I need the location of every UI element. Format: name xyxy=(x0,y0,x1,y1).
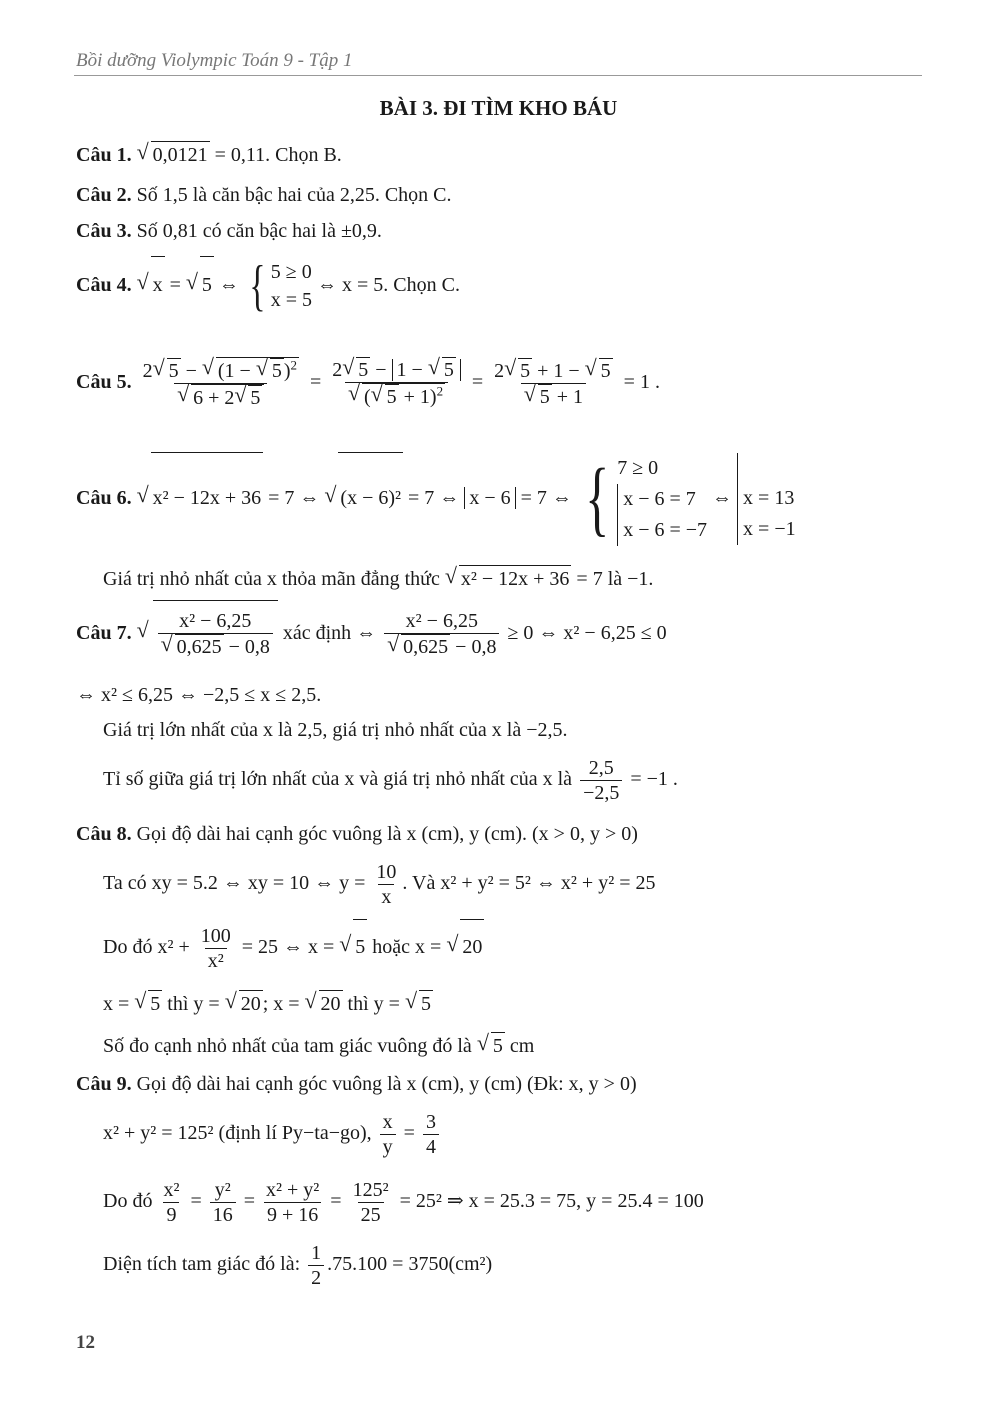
q5-f2-den-a: ( xyxy=(363,386,371,409)
q5-f1-num-d: (1 − xyxy=(217,359,256,382)
q5-f3-sqrt-a xyxy=(504,358,532,383)
q6-sqrt-1 xyxy=(137,452,264,543)
q6-note-b: = 7 là −1. xyxy=(571,568,654,590)
q8-line-5 xyxy=(103,1032,534,1059)
q8-l4-r1: 5 xyxy=(148,990,162,1017)
q2-label: Câu 2. xyxy=(76,184,132,206)
q9-l3-d1: 9 xyxy=(163,1202,179,1227)
q8-l3-c: hoặc x = xyxy=(367,936,447,958)
q9-l4-den: 2 xyxy=(308,1265,324,1290)
q4-sqrt-rhs xyxy=(186,256,214,313)
q1-radicand: 0,0121 xyxy=(151,141,210,168)
q8-label: Câu 8. xyxy=(76,823,132,845)
q5-label: Câu 5. xyxy=(76,371,132,393)
q7-den-rad-2: 0,625 xyxy=(403,636,449,659)
q9-l3-n3: x² + y² xyxy=(266,1178,320,1201)
q7-num-2: x² − 6,25 xyxy=(405,610,478,633)
q6-note-a: Giá trị nhỏ nhất của x thỏa mãn đẳng thức xyxy=(103,568,445,590)
q8-l4-sqrt-3 xyxy=(305,990,343,1017)
q9-line-3 xyxy=(103,1174,704,1228)
q8-l2-a: Ta có xy = 5.2 ⇔ xy = 10 ⇔ y = xyxy=(103,872,371,894)
q7-l4-text: Tỉ số giữa giá trị lớn nhất của x và giá trị nhỏ nhất của x là xyxy=(103,768,578,790)
q9-l2-n2: 3 xyxy=(425,1110,436,1133)
q8-l4-b: thì y = xyxy=(162,993,225,1015)
q5-f1-den-b: 5 xyxy=(250,386,261,409)
q4-sqrt-lhs xyxy=(137,256,165,313)
q9-l3-n4: 125² xyxy=(352,1178,389,1201)
q6-result-bracket xyxy=(737,453,796,545)
question-7 xyxy=(76,600,667,665)
q1-rest: = 0,11. Chọn B. xyxy=(209,144,342,166)
q6-rad2: (x − 6)² xyxy=(338,452,403,543)
q7-mid: xác định ⇔ xyxy=(277,622,382,644)
q8-text: Gọi độ dài hai cạnh góc vuông là x (cm), y (cm). (x > 0, y > 0) xyxy=(131,823,638,845)
q4-sys-2: x = 5 xyxy=(270,289,313,312)
q6-note-sqrt xyxy=(445,565,572,592)
q8-l2-num: 10 xyxy=(376,860,397,883)
q2-text: Số 1,5 là căn bậc hai của 2,25. Chọn C. xyxy=(131,184,452,206)
question-1 xyxy=(76,141,342,168)
question-4 xyxy=(76,255,460,318)
q9-l3-fraction-2 xyxy=(210,1178,236,1227)
q5-f1-sqrt-b: √ (1 − √ 5 )$^2$ xyxy=(202,357,299,383)
q8-l4-sqrt-2 xyxy=(225,990,263,1017)
q6-p3: = 7 ⇔ xyxy=(515,487,572,509)
q9-l3-fraction-3 xyxy=(263,1178,322,1227)
q7-l4-den: −2,5 xyxy=(580,780,622,805)
q6-result-2: x = −1 xyxy=(743,518,796,541)
q3-text: Số 0,81 có căn bậc hai là ±0,9. xyxy=(131,220,382,242)
q8-l3-den: x² xyxy=(205,948,227,973)
q7-den-sqrt-2 xyxy=(387,634,450,659)
q6-result-1: x = 13 xyxy=(743,487,795,510)
q5-f3-den-a: 5 xyxy=(539,385,550,408)
q9-l2-fraction-2 xyxy=(423,1110,439,1159)
q9-l3-eq-2: = xyxy=(238,1190,261,1212)
question-9 xyxy=(76,1071,637,1097)
q5-f1-num-c: − xyxy=(180,359,202,382)
q5-f1-sqrt-a xyxy=(153,358,181,383)
q5-f3-den-sqrt xyxy=(524,384,552,409)
q9-l3-b: = 25² ⇒ x = 25.3 = 75, y = 25.4 = 100 xyxy=(394,1190,704,1212)
q9-l3-a: Do đó xyxy=(103,1190,158,1212)
q5-f2-den-c: + 1) xyxy=(398,386,437,409)
q9-l3-d3: 9 + 16 xyxy=(264,1202,321,1227)
q5-f2-num-e: 5 xyxy=(443,359,454,382)
q9-l2-d2: 4 xyxy=(423,1134,439,1159)
q6-sqrt-2 xyxy=(324,452,403,543)
q8-l4-r3: 20 xyxy=(319,990,343,1017)
q8-l4-sqrt-1 xyxy=(134,990,162,1017)
q5-f3-num-d: 5 xyxy=(600,359,611,382)
q8-l5-b: cm xyxy=(504,1035,535,1057)
q6-p1: = 7 ⇔ xyxy=(263,487,320,509)
q5-f1-num-b: 5 xyxy=(168,359,179,382)
q8-l3-num: 100 xyxy=(200,924,231,947)
q5-f3-num-a: 2 xyxy=(494,359,505,382)
q6-p4: ⇔ xyxy=(707,487,733,509)
q8-l2-den: x xyxy=(378,884,394,909)
q9-l2-fraction-1 xyxy=(380,1110,396,1159)
q8-l3-sqrt-2 xyxy=(446,919,484,974)
q6-brace-symbol: { xyxy=(584,452,610,546)
question-6 xyxy=(76,452,796,546)
q6-sys-2: x − 6 = 7 xyxy=(623,487,696,510)
q7-fraction-2 xyxy=(384,609,499,659)
q5-f2-sqrt-a xyxy=(342,357,370,382)
q7-num-1: √ x² − 6,25 xyxy=(179,610,252,633)
q9-l2-eq: = xyxy=(398,1122,420,1144)
q7-outer-sqrt xyxy=(137,600,278,665)
q6-sys-1: 7 ≥ 0 xyxy=(617,456,659,479)
q6-p2: = 7 ⇔ xyxy=(403,487,460,509)
q4-lhs: x xyxy=(151,256,165,313)
q9-line-4 xyxy=(103,1237,492,1291)
q6-sys-3: x − 6 = −7 xyxy=(623,518,708,541)
q5-f2-den-sqrt: √ (√ 5 + 1)$^2$ xyxy=(348,383,445,409)
q8-l3-sqrt-1 xyxy=(339,919,367,974)
q8-l4-sqrt-4 xyxy=(405,990,433,1017)
q9-l4-num: 1 xyxy=(311,1241,322,1264)
question-5 xyxy=(76,332,660,432)
q4-sys-1: 5 ≥ 0 xyxy=(270,261,312,284)
q5-f3-sqrt-b xyxy=(585,358,613,383)
q9-l3-n1: x² xyxy=(163,1178,180,1201)
q6-system xyxy=(577,453,707,546)
q1-label: Câu 1. xyxy=(76,144,132,166)
q5-f3-num-c: + 1 − xyxy=(532,359,585,382)
q3-label: Câu 3. xyxy=(76,220,132,242)
q1-sqrt xyxy=(137,141,210,168)
q5-f1-num-a: 2 xyxy=(142,359,153,382)
q6-note-rad: x² − 12x + 36 xyxy=(459,565,572,592)
q8-line-2 xyxy=(103,856,655,910)
section-title: BÀI 3. ĐI TÌM KHO BÁU xyxy=(379,96,618,120)
q9-l3-d2: 16 xyxy=(210,1202,236,1227)
q8-l3-r1: 5 xyxy=(353,919,367,974)
q8-l3-fraction xyxy=(198,924,234,973)
q5-eq-1: = xyxy=(304,371,327,393)
q9-l3-fraction-4 xyxy=(350,1178,392,1227)
header-rule xyxy=(74,75,922,76)
q9-label: Câu 9. xyxy=(76,1073,132,1095)
q4-eq: = xyxy=(164,274,186,296)
q4-rhs: 5 xyxy=(200,256,214,313)
q8-l2-b: . Và x² + y² = 5² ⇔ x² + y² = 25 xyxy=(402,872,656,894)
q4-system xyxy=(244,255,313,318)
q7-den-sqrt-1 xyxy=(161,634,224,659)
q4-rest: ⇔ x = 5. Chọn C. xyxy=(312,274,460,296)
q4-brace-symbol: { xyxy=(249,255,266,318)
q6-note xyxy=(103,565,653,592)
q5-fraction-2 xyxy=(329,357,464,409)
q4-label: Câu 4. xyxy=(76,274,132,296)
q9-l3-d4: 25 xyxy=(358,1202,384,1227)
q8-l3-r2: 20 xyxy=(460,919,484,974)
question-3 xyxy=(76,218,382,244)
q8-l3-a: Do đó x² + xyxy=(103,936,195,958)
q9-l4-a: Diện tích tam giác đó là: xyxy=(103,1253,306,1275)
q5-f1-num-e: 5 xyxy=(271,359,282,382)
q5-f1-den-a: 6 + 2 xyxy=(193,386,235,409)
q5-result: = 1 . xyxy=(618,371,660,393)
q9-line-2 xyxy=(103,1106,442,1160)
q5-f1-sqrt-c xyxy=(256,358,284,383)
question-2 xyxy=(76,182,452,208)
q5-f1-den-sqrt xyxy=(177,384,264,410)
q6-abs: x − 6 xyxy=(464,487,515,509)
q5-f2-num-d: 1 − xyxy=(396,359,428,382)
q6-label: Câu 6. xyxy=(76,487,132,509)
q9-l3-eq-1: = xyxy=(185,1190,207,1212)
q5-f2-den-b: 5 xyxy=(386,386,397,409)
q8-l5-a: Số đo cạnh nhỏ nhất của tam giác vuông đó là xyxy=(103,1035,477,1057)
q7-fraction-1 xyxy=(158,609,273,659)
q5-f2-num-c: − xyxy=(370,359,392,382)
q9-l3-eq-3: = xyxy=(325,1190,347,1212)
q9-l3-n2: y² xyxy=(214,1178,231,1201)
q7-den-rest-2: − 0,8 xyxy=(450,636,497,659)
q8-l5-r: 5 xyxy=(491,1032,505,1059)
q7-line-2: ⇔ x² ≤ 6,25 ⇔ −2,5 ≤ x ≤ 2,5. xyxy=(76,684,322,706)
question-8 xyxy=(76,821,638,847)
running-header: Bồi dưỡng Violympic Toán 9 - Tập 1 xyxy=(76,50,353,71)
q7-label: Câu 7. xyxy=(76,622,132,644)
q9-l2-a: x² + y² = 125² (định lí Py−ta−go), xyxy=(103,1122,377,1144)
q7-rest: ≥ 0 ⇔ x² − 6,25 ≤ 0 xyxy=(502,622,667,644)
q9-l2-d1: y xyxy=(380,1134,396,1159)
q5-fraction-3 xyxy=(491,358,616,409)
q5-f1-den-inner-sqrt xyxy=(234,385,262,410)
q8-l4-r4: 5 xyxy=(419,990,433,1017)
q7-l4-fraction xyxy=(580,756,622,805)
q5-fraction-1 xyxy=(140,357,302,410)
q9-text: Gọi độ dài hai cạnh góc vuông là x (cm), y (cm) (Đk: x, y > 0) xyxy=(131,1073,637,1095)
q8-line-4 xyxy=(103,990,433,1017)
q6-rad1: x² − 12x + 36 xyxy=(151,452,264,543)
q8-l4-r2: 20 xyxy=(239,990,263,1017)
q9-l2-n1: x xyxy=(382,1110,393,1133)
q7-den-rest-1: − 0,8 xyxy=(223,636,270,659)
q8-l4-d: thì y = xyxy=(342,993,405,1015)
q7-den-rad-1: 0,625 xyxy=(176,636,222,659)
q5-f3-num-b: 5 xyxy=(520,359,531,382)
q9-l4-b: .75.100 = 3750(cm²) xyxy=(327,1253,493,1275)
q5-f1-num-f: ) xyxy=(283,359,291,382)
q5-f2-num-a: 2 xyxy=(332,359,343,382)
q9-l3-fraction-1 xyxy=(160,1178,182,1227)
q5-f3-den-b: + 1 xyxy=(551,385,584,408)
q8-l5-sqrt xyxy=(477,1032,505,1059)
q9-l4-fraction xyxy=(308,1241,324,1290)
q4-arrow: ⇔ xyxy=(213,274,239,296)
q8-l3-b: = 25 ⇔ x = xyxy=(236,936,340,958)
q8-l4-c: ; x = xyxy=(262,993,305,1015)
q8-l4-a: x = xyxy=(103,993,135,1015)
q5-eq-2: = xyxy=(466,371,489,393)
q5-f2-num-b: 5 xyxy=(358,359,369,382)
q5-f2-den-inner-sqrt xyxy=(371,384,399,409)
page-number: 12 xyxy=(76,1332,95,1353)
q8-line-3 xyxy=(103,919,484,974)
q7-l4-rest: = −1 . xyxy=(625,768,678,790)
q5-f2-abs xyxy=(392,359,461,381)
q8-l2-fraction xyxy=(373,860,399,909)
q5-f2-sqrt-b xyxy=(428,357,456,382)
q7-line-4 xyxy=(103,752,678,806)
q7-line-3: Giá trị lớn nhất của x là 2,5, giá trị nhỏ nhất của x là −2,5. xyxy=(103,719,568,741)
q7-l4-num: 2,5 xyxy=(588,756,614,779)
